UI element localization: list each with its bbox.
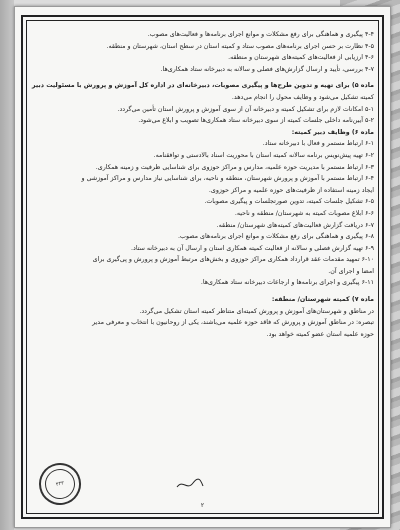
stamp-center: ۴۳۳ [42,466,78,502]
document-page [14,6,391,528]
page-number: ۲ [200,502,205,509]
text-line: حوزه علمیه استان عضو کمیته خواهد بود. [266,330,374,338]
signature-mark [175,477,205,491]
text-line: ۶-۱ ارتباط مستمر و فعال با دبیرخانه ستاد. [262,140,374,148]
text-line: ۶-۴ ارتباط مستمر با آموزش و پرورش شهرستان، منطقه و ناحیه، برای شناسایی نیاز مدارس و مراکز آموزشی و [81,175,374,183]
text-line: تبصره: در مناطق آموزش و پرورش که فاقد حوزه علمیه می‌باشند، یکی از روحانیون با انتخاب و معرفی مدیر [92,319,374,327]
document-body [27,29,374,340]
text-line: در مناطق و شهرستان‌های آموزش و پرورش کمیته‌ای متناظر کمیته استان تشکیل می‌گردد. [139,307,374,315]
text-line: ۶-۱۰ تمهید مقدمات عقد قرارداد همکاری مراکز حوزوی و بخش‌های مرتبط آموزش و پرورش و پی‌گیری برای [92,256,374,264]
text-line: ۵-۲ آیین‌نامه داخلی جلسات کمیته از سوی دبیرخانه ستاد همکاری‌ها تصویب و ابلاغ می‌شود. [138,117,374,125]
text-line: ۴-۶ ارزیابی از فعالیت‌های کمیته‌های شهرستان و منطقه. [228,54,374,62]
article-6-heading: ماده ۶) وظایف دبیر کمیته: [291,128,374,136]
text-line: ۶-۱۱ پیگیری و اجرای برنامه‌ها و ارجاعات دبیرخانه ستاد همکاری‌ها. [200,279,374,287]
text-line: ۶-۵ تشکیل جلسات کمیته، تدوین صورتجلسات و پیگیری مصوبات. [204,198,374,206]
text-line: ۶-۷ دریافت گزارش فعالیت‌های کمیته‌های شهرستان/ منطقه. [216,221,374,229]
text-line: ۴-۴ پیگیری و هماهنگی برای رفع مشکلات و موانع اجرای برنامه‌ها و فعالیت‌های مصوب. [147,31,374,38]
text-line: ۶-۲ تهیه پیش‌نویس برنامه سالانه کمیته استان با محوریت اسناد بالادستی و توافقنامه. [153,151,374,159]
text-line: ۶-۸ پیگیری و هماهنگی برای رفع مشکلات و موانع اجرای برنامه‌های مصوب. [178,233,374,241]
text-line: کمیته تشکیل می‌شود و وظایف محول را انجام می‌دهد. [231,93,374,101]
text-line: ۶-۳ ارتباط مستمر با مدیریت حوزه علمیه، مدارس و مراکز حوزوی برای شناسایی ظرفیت و زمینه همکاری. [95,163,374,171]
text-line: ایجاد زمینه استفاده از ظرفیت‌های حوزه علمیه و مراکز حوزوی. [208,186,374,194]
text-line: ۶-۶ ابلاغ مصوبات کمیته به شهرستان/ منطقه و ناحیه. [234,209,374,217]
background-left-edge [0,0,14,530]
article-7-heading: ماده ۷) کمیته شهرستان/ منطقه: [271,296,374,304]
text-line: ۶-۹ تهیه گزارش فصلی و سالانه از فعالیت کمیته همکاری استان و ارسال آن به دبیرخانه ستاد. [131,244,374,252]
text-line: ۵-۱ امکانات لازم برای تشکیل کمیته و دبیرخانه آن از سوی آموزش و پرورش استان تأمین می‌گردد. [117,105,374,113]
article-5-heading: ماده ۵) برای تهیه و تدوین طرح‌ها و پیگیری مصوبات، دبیرخانه‌ای در اداره کل آموزش و پرورش با مسئولیت دبیر [31,82,374,90]
text-line: امضا و اجرای آن. [328,267,374,275]
text-line: ۴-۷ بررسی، تأیید و ارسال گزارش‌های فصلی و سالانه به دبیرخانه ستاد همکاری‌ها. [160,65,374,73]
text-line: ۴-۵ نظارت بر حسن اجرای برنامه‌های مصوب ستاد و کمیته استان در سطح استان، شهرستان و منطقه. [106,42,374,50]
